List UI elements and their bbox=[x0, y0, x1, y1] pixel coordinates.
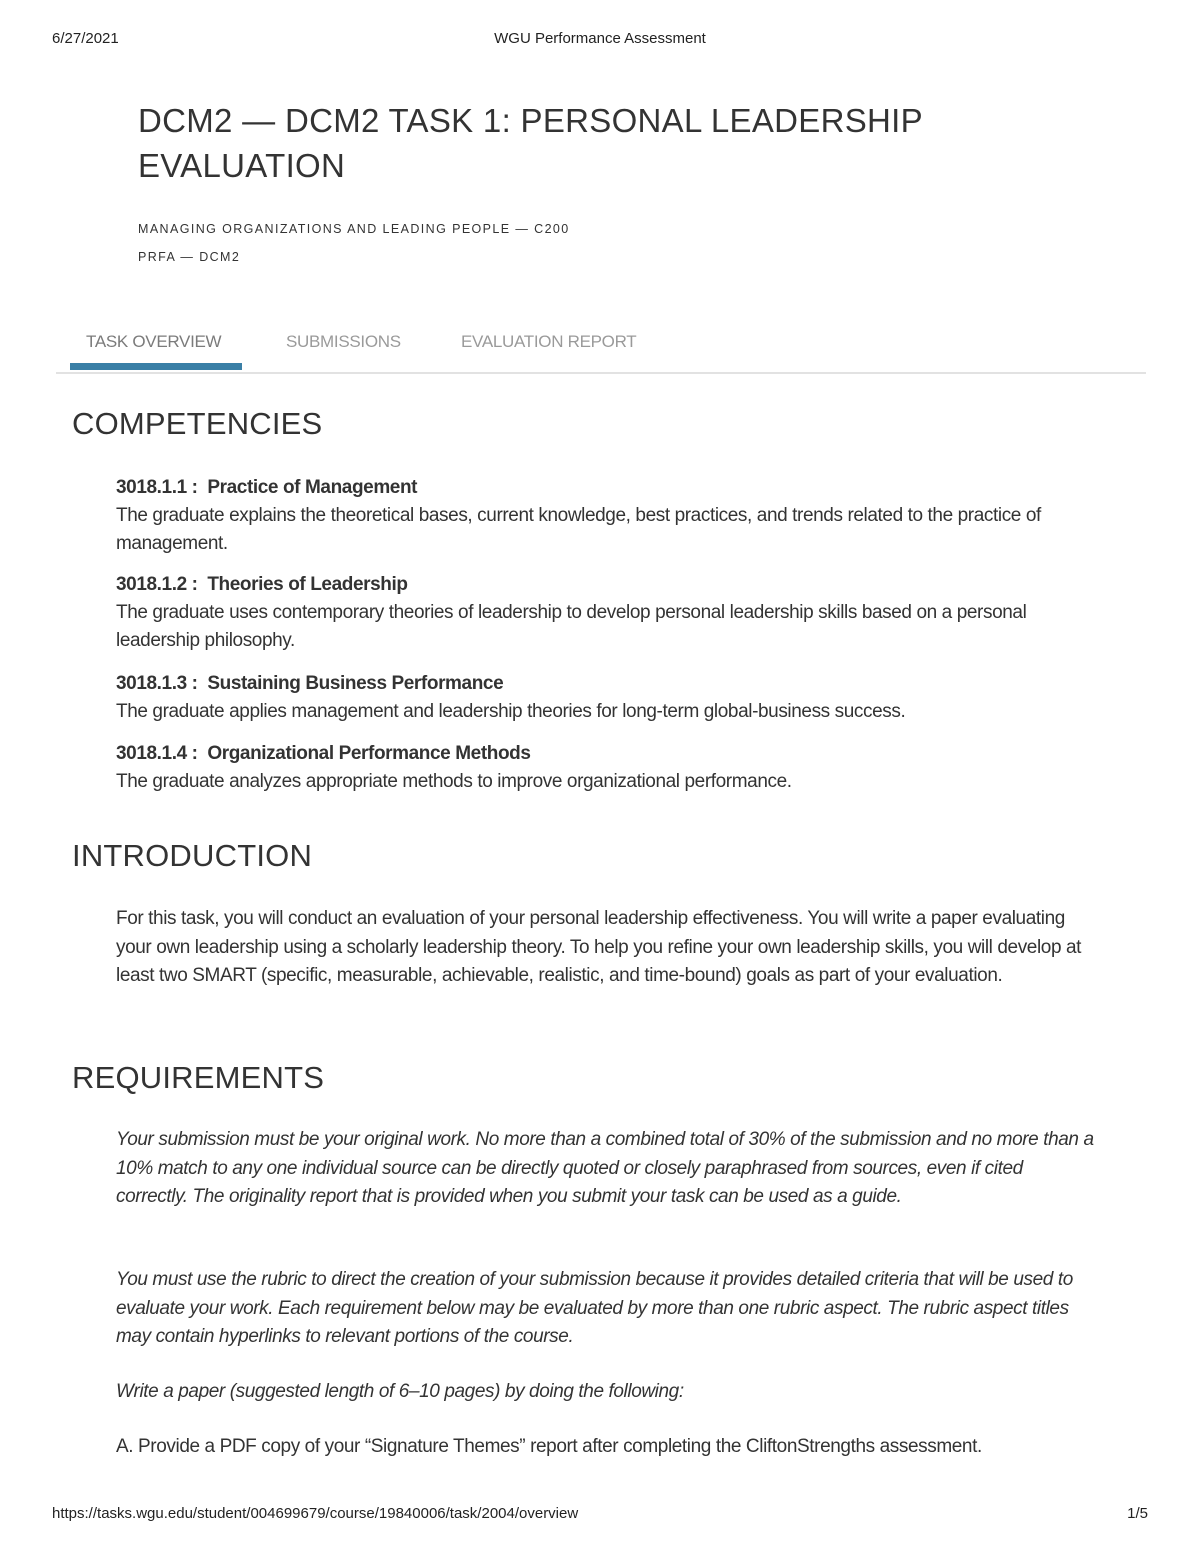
tab-bar bbox=[56, 322, 1146, 374]
print-header bbox=[52, 30, 1148, 50]
page-number: 1/5 bbox=[1127, 1505, 1148, 1522]
task-title: DCM2 — DCM2 TASK 1: PERSONAL LEADERSHIP EVALUATION bbox=[138, 102, 923, 184]
tab-submissions[interactable]: SUBMISSIONS bbox=[286, 332, 401, 351]
competency-code: 3018.1.3 : bbox=[116, 673, 198, 694]
competency-description: The graduate uses contemporary theories of leadership to develop personal leadership skills based on a personal leadership philosophy. bbox=[116, 602, 1027, 651]
competency-name: Practice of Management bbox=[207, 477, 418, 498]
competency-item bbox=[116, 740, 1076, 796]
competency-code: 3018.1.4 : bbox=[116, 743, 198, 764]
requirements-heading: REQUIREMENTS bbox=[72, 1060, 325, 1095]
competency-name: Theories of Leadership bbox=[207, 574, 408, 595]
competency-name: Sustaining Business Performance bbox=[207, 673, 504, 694]
print-url: https://tasks.wgu.edu/student/004699679/course/19840006/task/2004/overview bbox=[52, 1505, 579, 1522]
competency-name: Organizational Performance Methods bbox=[207, 743, 531, 764]
tab-evaluation-report[interactable]: EVALUATION REPORT bbox=[461, 332, 637, 351]
paper-instruction: Write a paper (suggested length of 6–10 pages) by doing the following: bbox=[116, 1381, 684, 1402]
introduction-text: For this task, you will conduct an evaluation of your personal leadership effectiveness. You will write a paper evaluating your own leadership using a scholarly leadership theory. To help you refine your own leadership skills, you will develop at least two SMART (specific, measurable, achievable, realistic, and time-bound) goals as part of your evaluation. bbox=[116, 908, 1082, 986]
print-date: 6/27/2021 bbox=[52, 30, 119, 47]
tab-task-overview[interactable]: TASK OVERVIEW bbox=[70, 332, 242, 370]
assessment-code: PRFA — DCM2 bbox=[138, 250, 241, 264]
competency-code: 3018.1.1 : bbox=[116, 477, 198, 498]
requirement-a: A. Provide a PDF copy of your “Signature Themes” report after completing the CliftonStrengths assessment. bbox=[116, 1436, 982, 1457]
competency-description: The graduate applies management and leadership theories for long-term global-business success. bbox=[116, 701, 906, 722]
originality-note: Your submission must be your original work. No more than a combined total of 30% of the submission and no more than a 10% match to any one individual source can be directly quoted or closely paraphrased from sources, even if cited correctly. The originality report that is provided when you submit your task can be used as a guide. bbox=[116, 1129, 1094, 1207]
introduction-heading: INTRODUCTION bbox=[72, 838, 313, 873]
rubric-note: You must use the rubric to direct the creation of your submission because it provides detailed criteria that will be used to evaluate your work. Each requirement below may be evaluated by more than one rubric aspect. The rubric aspect titles may contain hyperlinks to relevant portions of the course. bbox=[116, 1269, 1073, 1347]
competency-description: The graduate explains the theoretical bases, current knowledge, best practices, and trends related to the practice of management. bbox=[116, 505, 1041, 554]
competency-item bbox=[116, 474, 1076, 558]
course-name: MANAGING ORGANIZATIONS AND LEADING PEOPLE — C200 bbox=[138, 222, 570, 236]
competency-item bbox=[116, 571, 1076, 655]
print-footer bbox=[52, 1505, 1148, 1525]
print-page-title: WGU Performance Assessment bbox=[494, 30, 706, 47]
competency-item bbox=[116, 670, 1076, 726]
competencies-heading: COMPETENCIES bbox=[72, 406, 323, 441]
competency-code: 3018.1.2 : bbox=[116, 574, 198, 595]
competency-description: The graduate analyzes appropriate methods to improve organizational performance. bbox=[116, 771, 792, 792]
